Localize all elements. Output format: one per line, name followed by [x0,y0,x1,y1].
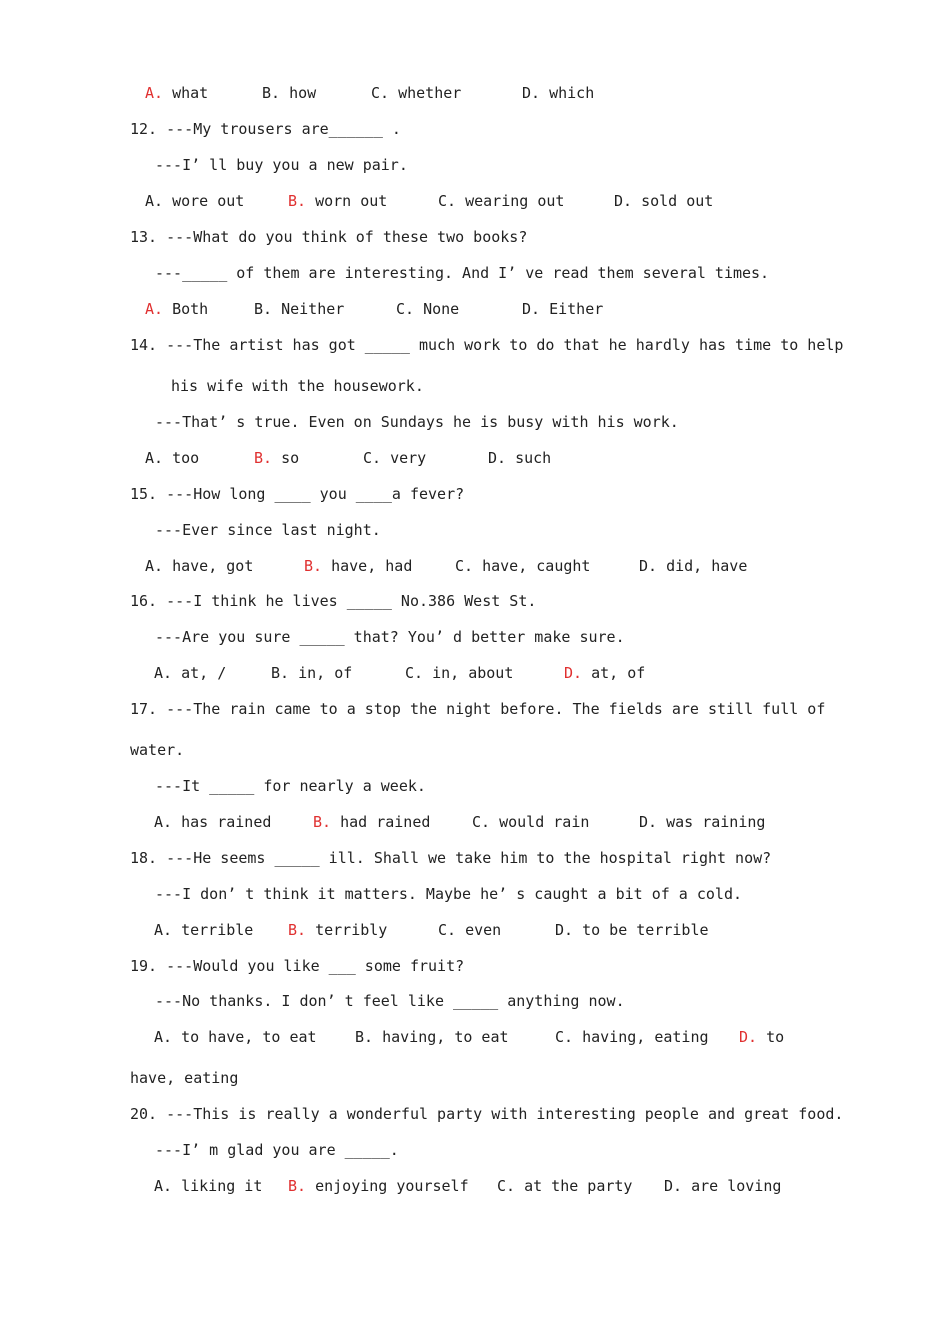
q20-option-c [497,1176,632,1196]
q14-option-d [488,448,551,468]
q15-option-d [639,556,747,576]
option-text: in, of [289,664,353,682]
q15-option-b [304,556,412,576]
option-text: worn out [306,192,388,210]
option-letter: A. [145,449,164,467]
q15-option-c [455,556,590,576]
q20-option-b [288,1176,469,1196]
q18-option-c [438,920,501,940]
option-letter: C. [405,664,424,682]
q13-option-a [145,299,208,319]
option-letter: A. [154,664,173,682]
option-letter: C. [497,1177,516,1195]
q16-option-d [564,663,645,683]
option-text: terrible [172,921,254,939]
option-text: have, had [322,557,413,575]
option-letter: B. [254,300,273,318]
q12-option-b [288,191,387,211]
q19-stem: 19. ---Would you like ___ some fruit? [130,957,465,975]
option-letter: B. [288,1177,307,1195]
option-letter: C. [371,84,390,102]
option-text: such [506,449,552,467]
q16-option-c [405,663,513,683]
q18-response: ---I don’ t think it matters. Maybe he’ s caught a bit of a cold. [155,885,742,903]
option-text: have, caught [473,557,591,575]
option-letter: D. [739,1028,758,1046]
q18-option-b [288,920,387,940]
q19-option-d [739,1027,784,1047]
option-text: are loving [682,1177,782,1195]
option-letter: A. [154,921,173,939]
option-letter: D. [664,1177,683,1195]
q15-response: ---Ever since last night. [155,521,381,539]
option-letter: C. [555,1028,574,1046]
q19-options-continued: have, eating [130,1069,239,1087]
option-letter: A. [145,84,164,102]
option-letter: A. [154,813,173,831]
q16-response: ---Are you sure _____ that? You’ d better make sure. [155,628,625,646]
option-text: Either [540,300,604,318]
option-letter: D. [522,300,541,318]
option-text: did, have [657,557,748,575]
q13-option-d [522,299,603,319]
q17-response: ---It _____ for nearly a week. [155,777,426,795]
option-letter: D. [614,192,633,210]
option-letter: D. [564,664,583,682]
q17-stem-continued: water. [130,741,185,759]
option-text: to have, to eat [172,1028,317,1046]
q20-response: ---I’ m glad you are _____. [155,1141,399,1159]
option-letter: A. [145,300,164,318]
q14-stem: 14. ---The artist has got _____ much work to do that he hardly has time to help [130,336,844,354]
q12-option-c [438,191,564,211]
q19-option-c [555,1027,709,1047]
option-letter: A. [154,1028,173,1046]
q15-stem: 15. ---How long ____ you ____a fever? [130,485,465,503]
q20-option-a [154,1176,262,1196]
q11-option-d [522,83,594,103]
option-letter: B. [304,557,323,575]
option-text: to [757,1028,785,1046]
option-text: Both [163,300,209,318]
option-text: liking it [172,1177,263,1195]
option-text: wore out [163,192,245,210]
option-text: at, of [582,664,646,682]
option-letter: D. [639,813,658,831]
q15-option-a [145,556,253,576]
q13-stem: 13. ---What do you think of these two books? [130,228,528,246]
option-text: in, about [423,664,514,682]
q13-response: ---_____ of them are interesting. And I’ ve read them several times. [155,264,770,282]
option-letter: B. [271,664,290,682]
q11-option-c [371,83,461,103]
q12-response: ---I’ ll buy you a new pair. [155,156,408,174]
option-text: having, to eat [373,1028,509,1046]
option-letter: C. [363,449,382,467]
option-text: sold out [632,192,714,210]
option-text: what [163,84,209,102]
q16-option-b [271,663,352,683]
q17-stem: 17. ---The rain came to a stop the night before. The fields are still full of [130,700,826,718]
option-letter: C. [396,300,415,318]
option-text: even [456,921,502,939]
option-letter: B. [254,449,273,467]
q13-option-b [254,299,344,319]
q19-option-b [355,1027,509,1047]
q14-response: ---That’ s true. Even on Sundays he is busy with his work. [155,413,679,431]
option-text: terribly [306,921,388,939]
option-letter: A. [145,557,164,575]
q19-option-a [154,1027,317,1047]
option-letter: C. [455,557,474,575]
q17-option-a [154,812,271,832]
option-text: whether [389,84,462,102]
option-letter: B. [288,192,307,210]
option-text: having, eating [573,1028,709,1046]
q18-option-d [555,920,709,940]
option-text: has rained [172,813,272,831]
option-letter: C. [472,813,491,831]
option-letter: B. [262,84,281,102]
option-text: how [280,84,317,102]
option-letter: B. [288,921,307,939]
option-letter: D. [639,557,658,575]
option-text: Neither [272,300,345,318]
q12-stem: 12. ---My trousers are______ . [130,120,401,138]
q14-stem-continued: his wife with the housework. [171,377,424,395]
option-text: have, got [163,557,254,575]
q18-stem: 18. ---He seems _____ ill. Shall we take him to the hospital right now? [130,849,772,867]
option-text: would rain [490,813,590,831]
option-letter: D. [555,921,574,939]
option-text: had rained [331,813,431,831]
q18-option-a [154,920,253,940]
option-text: wearing out [456,192,565,210]
option-text: which [540,84,595,102]
q12-option-a [145,191,244,211]
option-text: very [381,449,427,467]
option-text: at, / [172,664,227,682]
option-text: None [414,300,460,318]
q20-option-d [664,1176,781,1196]
q14-option-b [254,448,299,468]
option-letter: B. [313,813,332,831]
option-letter: D. [488,449,507,467]
q17-option-b [313,812,430,832]
option-text: was raining [657,813,766,831]
option-letter: A. [145,192,164,210]
q20-stem: 20. ---This is really a wonderful party with interesting people and great food. [130,1105,844,1123]
q19-response: ---No thanks. I don’ t feel like _____ anything now. [155,992,625,1010]
option-text: too [163,449,200,467]
option-text: so [272,449,300,467]
q13-option-c [396,299,459,319]
q17-option-c [472,812,589,832]
q16-option-a [154,663,226,683]
option-letter: C. [438,192,457,210]
q17-option-d [639,812,765,832]
option-text: at the party [515,1177,633,1195]
q16-stem: 16. ---I think he lives _____ No.386 West St. [130,592,537,610]
option-letter: B. [355,1028,374,1046]
q11-option-a [145,83,208,103]
q11-option-b [262,83,316,103]
option-text: to be terrible [573,921,709,939]
q14-option-a [145,448,199,468]
option-letter: C. [438,921,457,939]
option-letter: D. [522,84,541,102]
q12-option-d [614,191,713,211]
option-text: enjoying yourself [306,1177,469,1195]
option-letter: A. [154,1177,173,1195]
q14-option-c [363,448,426,468]
